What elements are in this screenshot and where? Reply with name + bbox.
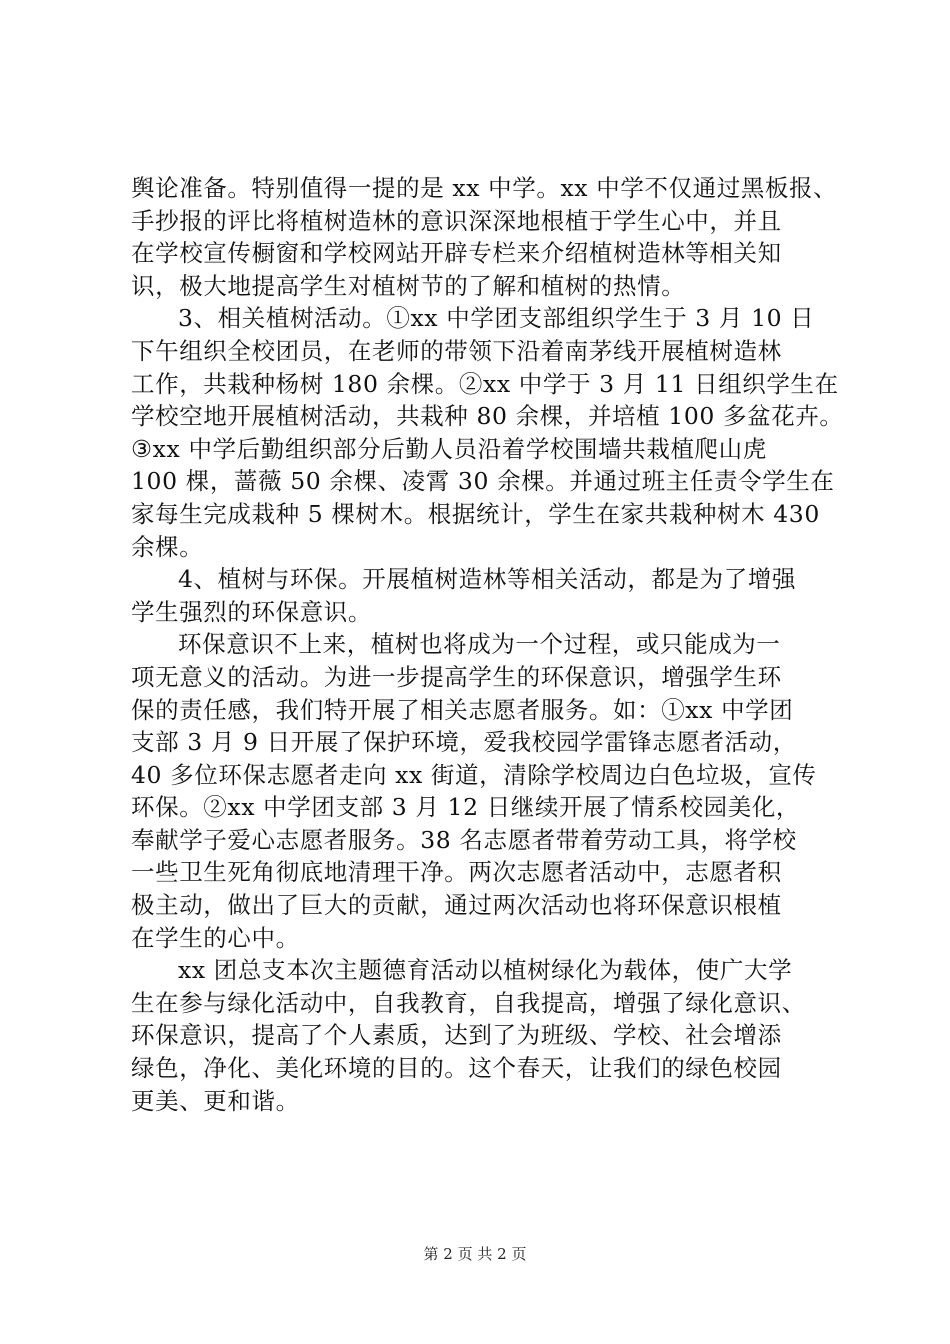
- text-line: 舆论准备。特别值得一提的是 xx 中学。xx 中学不仅通过黑板报、: [131, 174, 838, 202]
- text-line: 学校空地开展植树活动，共栽种 80 余棵，并培植 100 多盆花卉。: [131, 402, 844, 431]
- paragraph-start-line: 3、相关植树活动。①xx 中学团支部组织学生于 3 月 10 日: [178, 304, 815, 333]
- text-line: ③xx 中学后勤组织部分后勤人员沿着学校围墙共栽植爬山虎: [131, 434, 767, 463]
- text-line: 项无意义的活动。为进一步提高学生的环保意识，增强学生环: [131, 662, 782, 691]
- text-line: 更美、更和谐。: [131, 1086, 300, 1115]
- text-line: 在学生的心中。: [131, 923, 300, 952]
- text-line: 绿色，净化、美化环境的目的。这个春天，让我们的绿色校园: [131, 1054, 782, 1083]
- text-line: 环保意识，提高了个人素质，达到了为班级、学校、社会增添: [131, 1021, 782, 1050]
- text-line: 手抄报的评比将植树造林的意识深深地根植于学生心中，并且: [131, 206, 782, 235]
- text-line: 余棵。: [131, 532, 204, 561]
- text-line: 环保。②xx 中学团支部 3 月 12 日继续开展了情系校园美化，: [131, 793, 801, 822]
- paragraph-start-line: 4、植树与环保。开展植树造林等相关活动，都是为了增强: [178, 565, 797, 594]
- text-line: 生在参与绿化活动中，自我教育，自我提高，增强了绿化意识、: [131, 988, 806, 1017]
- page-number-footer: 第 2 页 共 2 页: [423, 1245, 527, 1263]
- text-line: 下午组织全校团员，在老师的带领下沿着南茅线开展植树造林: [131, 336, 782, 365]
- text-line: 奉献学子爱心志愿者服务。38 名志愿者带着劳动工具，将学校: [131, 825, 797, 854]
- text-line: 工作，共栽种杨树 180 余棵。②xx 中学于 3 月 11 日组织学生在: [131, 369, 839, 398]
- paragraph-start-line: xx 团总支本次主题德育活动以植树绿化为载体，使广大学: [178, 956, 793, 985]
- text-line: 学生强烈的环保意识。: [131, 597, 372, 626]
- text-line: 识，极大地提高学生对植树节的了解和植树的热情。: [131, 271, 686, 300]
- text-line: 100 棵，蔷薇 50 余棵、凌霄 30 余棵。并通过班主任责令学生在: [131, 467, 835, 496]
- text-line: 支部 3 月 9 日开展了保护环境，爱我校园学雷锋志愿者活动，: [131, 728, 797, 757]
- text-line: 极主动，做出了巨大的贡献，通过两次活动也将环保意识根植: [131, 891, 782, 920]
- paragraph-start-line: 环保意识不上来，植树也将成为一个过程，或只能成为一: [178, 630, 781, 659]
- text-line: 保的责任感，我们特开展了相关志愿者服务。如：①xx 中学团: [131, 695, 794, 724]
- document-body: [131, 172, 844, 1117]
- text-line: 家每生完成栽种 5 棵树木。根据统计，学生在家共栽种树木 430: [131, 499, 820, 528]
- text-line: 在学校宣传橱窗和学校网站开辟专栏来介绍植树造林等相关知: [131, 239, 782, 268]
- text-line: 一些卫生死角彻底地清理干净。两次志愿者活动中，志愿者积: [131, 858, 782, 887]
- text-line: 40 多位环保志愿者走向 xx 街道，清除学校周边白色垃圾，宣传: [131, 760, 817, 789]
